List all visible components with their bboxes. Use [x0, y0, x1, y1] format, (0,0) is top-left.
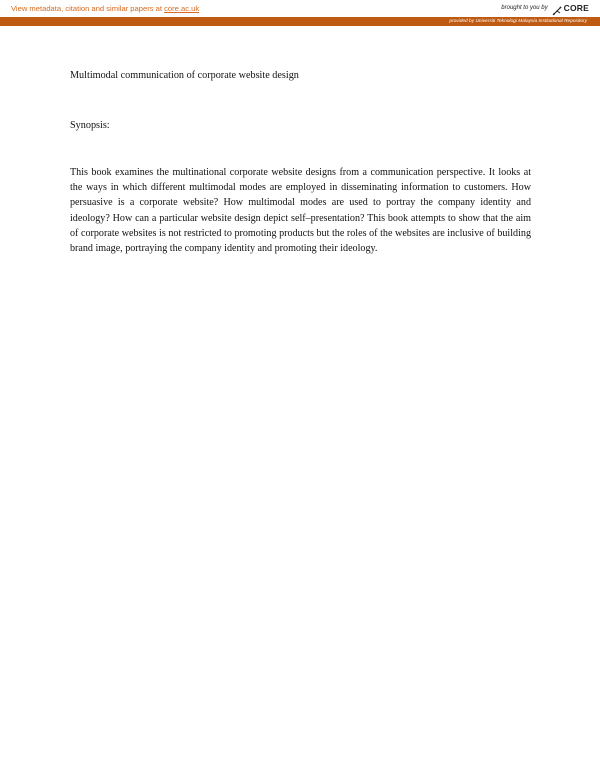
synopsis-paragraph: This book examines the multinational corporate website designs from a communication perspective. It looks at the ways in which different multimodal modes are employed in disseminating information to customers. How persuasive is a corporate website? How multimodal modes are used to portray the company identity and ideology? How can a particular website design depict self–presentation? This book attempts to show that the aim of corporate websites is not restricted to promoting products but the roles of the websites are inclusive of building brand image, portraying the company identity and promoting their ideology. — [70, 167, 531, 255]
core-brand-name: CORE — [563, 3, 589, 13]
core-metadata-link[interactable] — [11, 4, 199, 13]
core-logo-icon — [552, 3, 562, 13]
brought-by-core[interactable] — [501, 3, 589, 13]
core-header — [0, 0, 600, 26]
core-top-strip — [0, 0, 600, 16]
brought-to-you-text: brought to you by — [501, 5, 548, 11]
synopsis-heading: Synopsis: — [70, 120, 110, 131]
core-link-text: View metadata, citation and similar papers at — [11, 4, 165, 13]
document-title: Multimodal communication of corporate website design — [70, 70, 299, 81]
core-link-domain[interactable]: core.ac.uk — [164, 4, 200, 13]
provided-by-text: provided by Universiti Teknologi Malaysia Institutional Repository — [449, 18, 587, 24]
